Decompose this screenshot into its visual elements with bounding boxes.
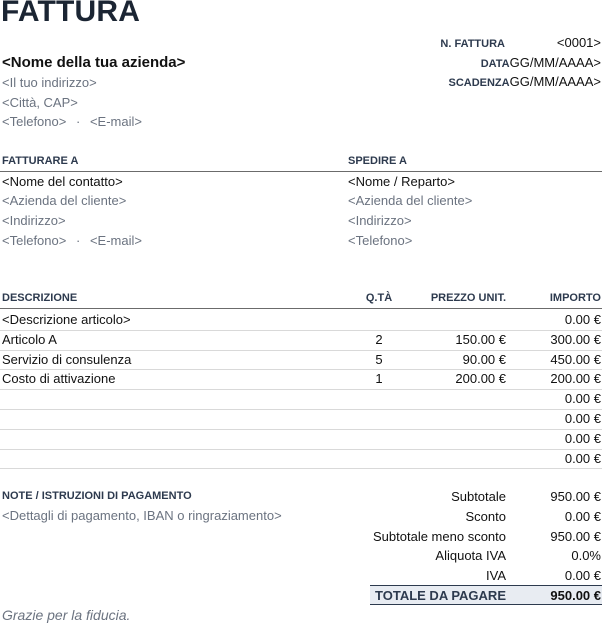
bill-to-email: <E-mail> <box>89 233 142 248</box>
item-qty: 1 <box>375 371 383 386</box>
item-unit-price: 200.00 € <box>455 371 506 386</box>
notes-text: <Dettagli di pagamento, IBAN o ringraziamento> <box>2 508 282 523</box>
col-header-description: DESCRIZIONE <box>2 292 78 304</box>
item-qty: 2 <box>375 332 383 347</box>
company-city: <Città, CAP> <box>2 95 78 110</box>
col-header-qty: Q.TÀ <box>365 292 393 304</box>
ship-to-address: <Indirizzo> <box>348 213 412 228</box>
bill-to-separator: · <box>75 233 81 248</box>
invoice-due-row <box>448 74 601 92</box>
company-email: <E-mail> <box>89 114 142 129</box>
invoice-date-label: DATA <box>480 58 510 70</box>
company-contacts <box>2 114 142 129</box>
item-qty: 5 <box>375 352 383 367</box>
invoice-title: FATTURA <box>1 0 141 28</box>
item-description: Costo di attivazione <box>2 371 116 386</box>
item-description: Servizio di consulenza <box>2 352 132 367</box>
row-divider <box>0 369 602 370</box>
item-amount: 0.00 € <box>564 451 601 466</box>
company-contact-separator: · <box>75 114 81 129</box>
grand-total-label: TOTALE DA PAGARE <box>375 588 506 603</box>
invoice-date-row <box>481 55 601 73</box>
subtotal-less-discount-value: 950.00 € <box>550 529 601 544</box>
invoice-date-value: GG/MM/AAAA> <box>509 55 601 70</box>
item-amount: 200.00 € <box>550 371 601 386</box>
item-description: <Descrizione articolo> <box>2 312 131 327</box>
company-name: <Nome della tua azienda> <box>2 54 186 71</box>
invoice-due-value: GG/MM/AAAA> <box>509 74 601 89</box>
tax-value: 0.00 € <box>564 568 601 583</box>
row-divider <box>0 468 602 469</box>
row-divider <box>0 409 602 410</box>
thank-you-note: Grazie per la fiducia. <box>2 607 131 623</box>
item-unit-price: 150.00 € <box>455 332 506 347</box>
item-amount: 0.00 € <box>564 391 601 406</box>
bill-to-contacts <box>2 233 142 248</box>
table-header-divider <box>0 308 602 309</box>
grand-total-value: 950.00 € <box>550 588 601 603</box>
item-amount: 450.00 € <box>550 352 601 367</box>
ship-to-label: SPEDIRE A <box>348 155 407 167</box>
bill-to-contact: <Nome del contatto> <box>2 174 123 189</box>
tax-rate-label: Aliquota IVA <box>435 548 506 563</box>
address-divider <box>0 171 602 172</box>
ship-to-phone: <Telefono> <box>348 233 413 248</box>
tax-rate-value: 0.0% <box>571 548 601 563</box>
item-unit-price: 90.00 € <box>462 352 506 367</box>
subtotal-label: Subtotale <box>451 489 506 504</box>
col-header-amount: IMPORTO <box>549 292 601 304</box>
bill-to-phone: <Telefono> <box>2 233 67 248</box>
discount-label: Sconto <box>465 509 506 524</box>
invoice-number-value: <0001> <box>556 35 601 50</box>
item-description: Articolo A <box>2 332 57 347</box>
invoice-number-row <box>433 35 601 53</box>
row-divider <box>0 389 602 390</box>
bill-to-company: <Azienda del cliente> <box>2 193 127 208</box>
subtotal-value: 950.00 € <box>550 489 601 504</box>
invoice-due-label: SCADENZA <box>448 77 510 89</box>
subtotal-less-discount-label: Subtotale meno sconto <box>373 529 506 544</box>
ship-to-company: <Azienda del cliente> <box>348 193 473 208</box>
row-divider <box>0 330 602 331</box>
company-phone: <Telefono> <box>2 114 67 129</box>
item-amount: 0.00 € <box>564 312 601 327</box>
company-address: <Il tuo indirizzo> <box>2 75 97 90</box>
item-amount: 0.00 € <box>564 431 601 446</box>
invoice-number-label: N. FATTURA <box>440 38 505 50</box>
row-divider <box>0 350 602 351</box>
bill-to-address: <Indirizzo> <box>2 213 66 228</box>
notes-label: NOTE / ISTRUZIONI DI PAGAMENTO <box>2 490 192 502</box>
item-amount: 0.00 € <box>564 411 601 426</box>
row-divider <box>0 429 602 430</box>
col-header-unit-price: PREZZO UNIT. <box>430 292 506 304</box>
row-divider <box>0 449 602 450</box>
tax-label: IVA <box>486 568 506 583</box>
bill-to-label: FATTURARE A <box>2 155 79 167</box>
ship-to-name: <Nome / Reparto> <box>348 174 455 189</box>
discount-value: 0.00 € <box>564 509 601 524</box>
item-amount: 300.00 € <box>550 332 601 347</box>
